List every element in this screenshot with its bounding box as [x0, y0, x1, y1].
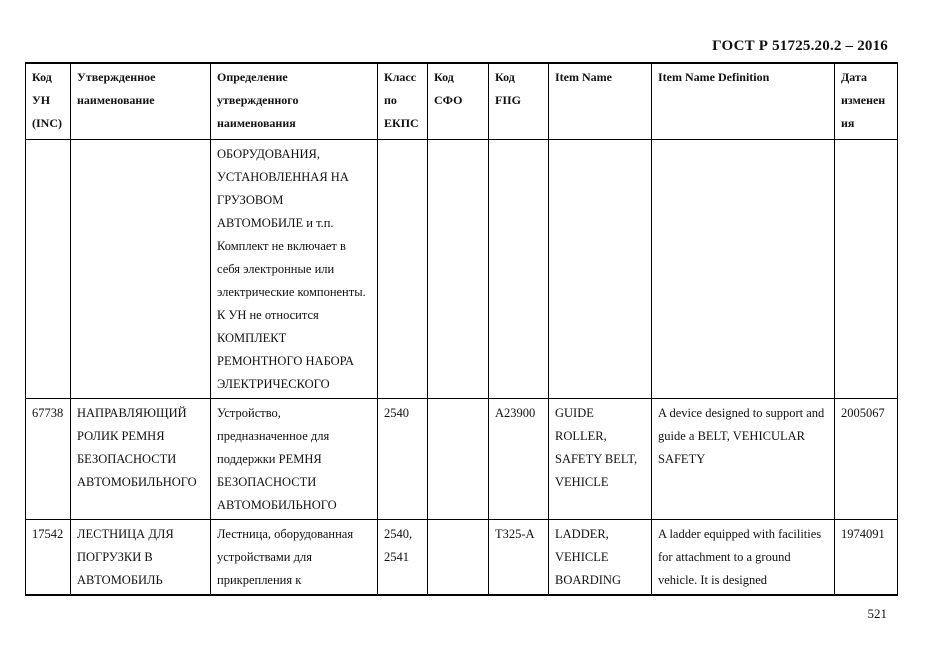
cell-definition: Устройство, предназначенное для поддержки РЕМНЯ БЕЗОПАСНОСТИ АВТОМОБИЛЬНОГО — [211, 398, 378, 519]
cell-approved-name: НАПРАВЛЯЮЩИЙ РОЛИК РЕМНЯ БЕЗОПАСНОСТИ АВТОМОБИЛЬНОГО — [71, 398, 211, 519]
table-header-row — [26, 63, 898, 139]
cell-sfo-code — [428, 519, 489, 595]
cell-item-name-definition — [652, 139, 835, 398]
cell-change-date — [835, 139, 898, 398]
page-number: 521 — [867, 606, 887, 621]
column-header-inc: Код УН (INC) — [26, 63, 71, 139]
cell-inc — [26, 139, 71, 398]
column-header-change-date: Дата изменения — [835, 63, 898, 139]
cell-ekps-class: 2540 — [378, 398, 428, 519]
column-header-approved-name: Утвержденное наименование — [71, 63, 211, 139]
column-header-item-name: Item Name — [549, 63, 652, 139]
column-header-fiig-code: Код FIIG — [489, 63, 549, 139]
cell-ekps-class: 2540, 2541 — [378, 519, 428, 595]
cell-approved-name: ЛЕСТНИЦА ДЛЯ ПОГРУЗКИ В АВТОМОБИЛЬ — [71, 519, 211, 595]
cell-item-name: GUIDE ROLLER, SAFETY BELT, VEHICLE — [549, 398, 652, 519]
cell-change-date: 2005067 — [835, 398, 898, 519]
document-code: ГОСТ Р 51725.20.2 – 2016 — [712, 38, 888, 54]
cell-fiig-code: A23900 — [489, 398, 549, 519]
cell-item-name-definition: A ladder equipped with facilities for attachment to a ground vehicle. It is designed — [652, 519, 835, 595]
cell-fiig-code — [489, 139, 549, 398]
column-header-item-name-definition: Item Name Definition — [652, 63, 835, 139]
column-header-sfo-code: Код СФО — [428, 63, 489, 139]
table-row — [26, 398, 898, 519]
cell-fiig-code: T325-A — [489, 519, 549, 595]
table-row — [26, 519, 898, 595]
column-header-ekps-class: Класс по ЕКПС — [378, 63, 428, 139]
cell-inc: 67738 — [26, 398, 71, 519]
cell-definition: Лестница, оборудованная устройствами для прикрепления к — [211, 519, 378, 595]
table-row — [26, 139, 898, 398]
cell-inc: 17542 — [26, 519, 71, 595]
cell-sfo-code — [428, 398, 489, 519]
cell-approved-name — [71, 139, 211, 398]
cell-item-name: LADDER, VEHICLE BOARDING — [549, 519, 652, 595]
cell-sfo-code — [428, 139, 489, 398]
column-header-definition: Определение утвержденного наименования — [211, 63, 378, 139]
cell-change-date: 1974091 — [835, 519, 898, 595]
cell-item-name — [549, 139, 652, 398]
classification-table — [25, 62, 898, 596]
cell-ekps-class — [378, 139, 428, 398]
cell-definition: ОБОРУДОВАНИЯ, УСТАНОВЛЕННАЯ НА ГРУЗОВОМ АВТОМОБИЛЕ и т.п. Комплект не включает в себя электронные или электрические компоненты. К УН не относится КОМПЛЕКТ РЕМОНТНОГО НАБОРА ЭЛЕКТРИЧЕСКОГО — [211, 139, 378, 398]
cell-item-name-definition: A device designed to support and guide a BELT, VEHICULAR SAFETY — [652, 398, 835, 519]
